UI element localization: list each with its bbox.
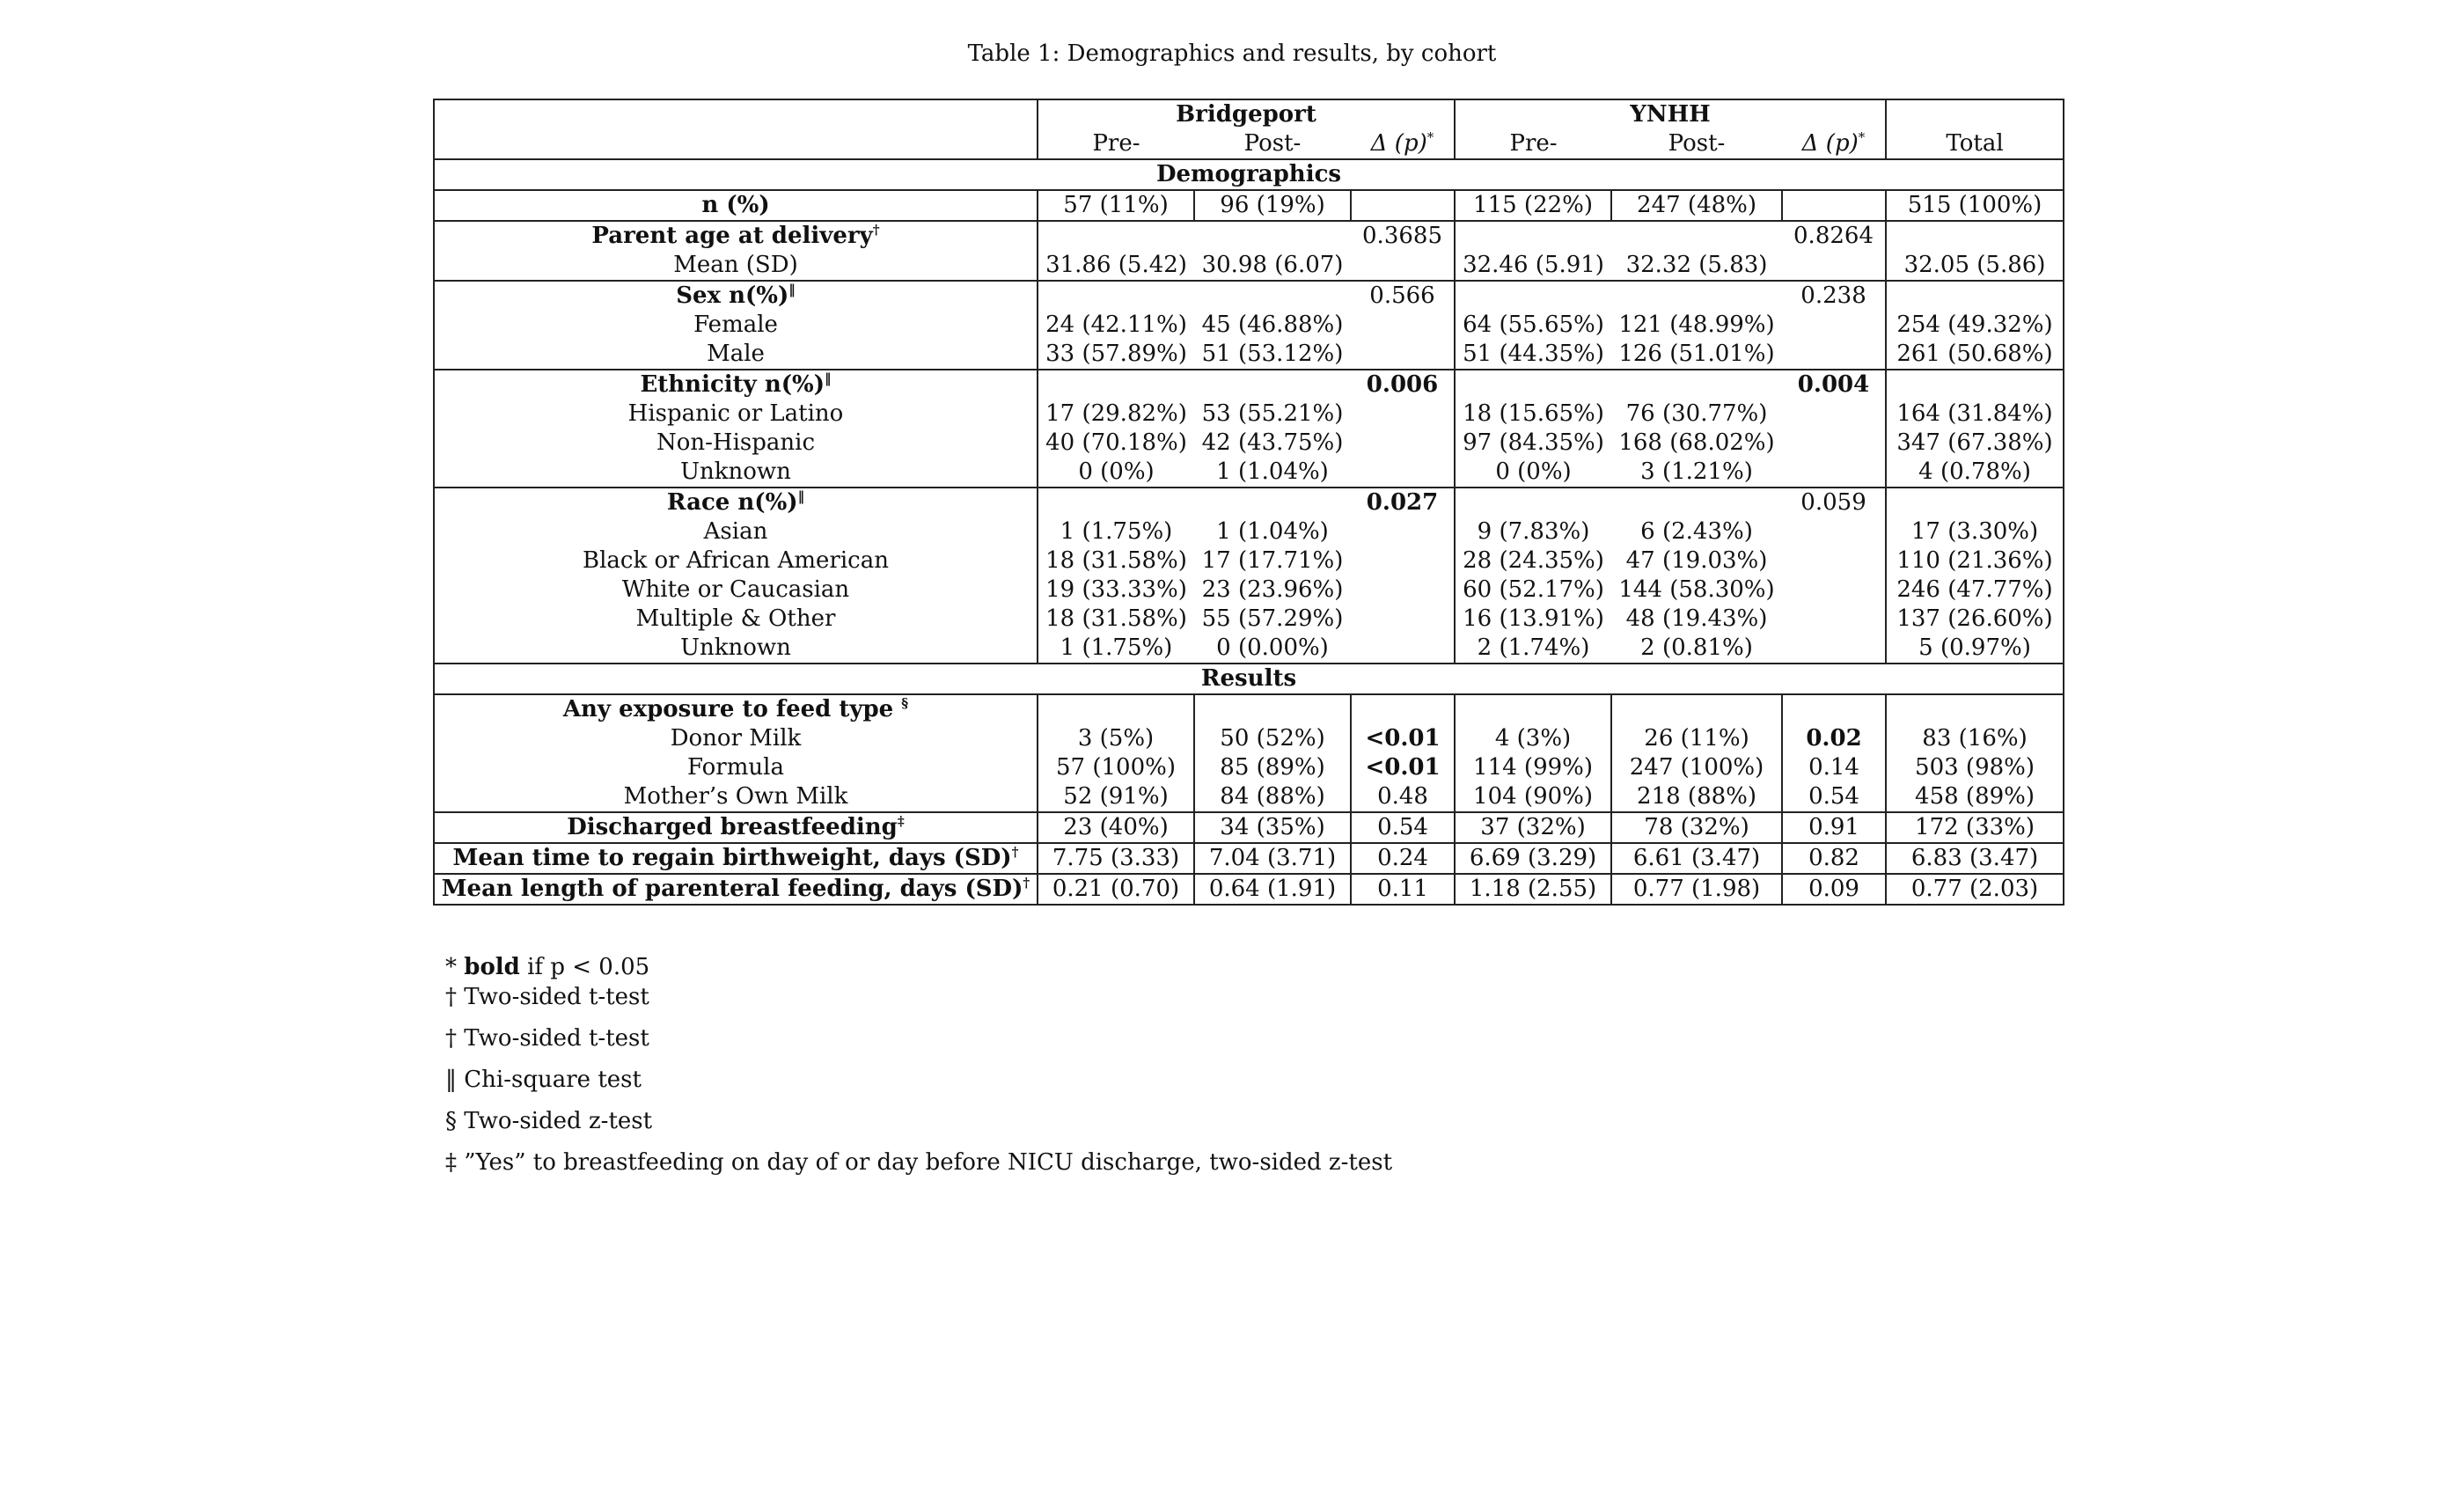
- table-row: Unknown 1 (1.75%) 0 (0.00%) 2 (1.74%) 2 (0.81%) 5 (0.97%): [434, 634, 2064, 664]
- header-row-groups: [434, 99, 2064, 129]
- table-row: n (%) 57 (11%) 96 (19%) 115 (22%) 247 (48%) 515 (100%): [434, 190, 2064, 221]
- header-y-pre: Pre-: [1455, 129, 1611, 159]
- header-y-delta: Δ (p)*: [1782, 129, 1886, 159]
- table-row: Hispanic or Latino 17 (29.82%) 53 (55.21%) 18 (15.65%) 76 (30.77%) 164 (31.84%): [434, 400, 2064, 429]
- table-row: White or Caucasian 19 (33.33%) 23 (23.96%) 60 (52.17%) 144 (58.30%) 246 (47.77%): [434, 576, 2064, 605]
- footnote-t-test-2: † Two-sided t-test: [445, 1025, 649, 1052]
- table-caption: Table 1: Demographics and results, by cohort: [967, 40, 1497, 67]
- table-row: Ethnicity n(%)‖ 0.006 0.004: [434, 370, 2064, 400]
- section-results: Results: [434, 664, 2064, 694]
- demographics-results-table: [433, 99, 2064, 906]
- footnote-z-test: § Two-sided z-test: [445, 1108, 653, 1134]
- table-row: Mean time to regain birthweight, days (SD)† 7.75 (3.33) 7.04 (3.71) 0.24 6.69 (3.29) 6.61 (3.47) 0.82 6.83 (3.47): [434, 843, 2064, 874]
- header-b-delta: Δ (p)*: [1351, 129, 1455, 159]
- header-ynhh: YNHH: [1455, 99, 1886, 129]
- header-total: Total: [1886, 129, 2064, 159]
- table-row: Donor Milk 3 (5%) 50 (52%) <0.01 4 (3%) 26 (11%) 0.02 83 (16%): [434, 724, 2064, 753]
- table-row: Race n(%)‖ 0.027 0.059: [434, 488, 2064, 517]
- footnote-significance: * bold if p < 0.05: [445, 954, 650, 980]
- table-row: Black or African American 18 (31.58%) 17 (17.71%) 28 (24.35%) 47 (19.03%) 110 (21.36%): [434, 546, 2064, 576]
- section-demographics: Demographics: [434, 159, 2064, 190]
- table-row: Mother’s Own Milk 52 (91%) 84 (88%) 0.48 104 (90%) 218 (88%) 0.54 458 (89%): [434, 782, 2064, 812]
- table-row: Mean length of parenteral feeding, days (SD)† 0.21 (0.70) 0.64 (1.91) 0.11 1.18 (2.55) 0.77 (1.98) 0.09 0.77 (2.03): [434, 874, 2064, 905]
- footnote-breastfeeding: ‡ ”Yes” to breastfeeding on day of or day before NICU discharge, two-sided z-test: [445, 1149, 1393, 1176]
- table-row: Formula 57 (100%) 85 (89%) <0.01 114 (99%) 247 (100%) 0.14 503 (98%): [434, 753, 2064, 782]
- table-row: Male 33 (57.89%) 51 (53.12%) 51 (44.35%) 126 (51.01%) 261 (50.68%): [434, 340, 2064, 370]
- table-row: Unknown 0 (0%) 1 (1.04%) 0 (0%) 3 (1.21%) 4 (0.78%): [434, 458, 2064, 488]
- table-row: Parent age at delivery† 0.3685 0.8264: [434, 221, 2064, 251]
- table-row: Discharged breastfeeding‡ 23 (40%) 34 (35%) 0.54 37 (32%) 78 (32%) 0.91 172 (33%): [434, 812, 2064, 843]
- footnotes: [445, 952, 1392, 1177]
- table-row: Mean (SD) 31.86 (5.42) 30.98 (6.07) 32.46 (5.91) 32.32 (5.83) 32.05 (5.86): [434, 251, 2064, 281]
- footnote-t-test: † Two-sided t-test: [445, 984, 649, 1010]
- header-bridgeport: Bridgeport: [1038, 99, 1455, 129]
- header-y-post: Post-: [1611, 129, 1782, 159]
- header-row-columns: [434, 129, 2064, 159]
- table-row: Any exposure to feed type §: [434, 694, 2064, 724]
- table-row: Multiple & Other 18 (31.58%) 55 (57.29%) 16 (13.91%) 48 (19.43%) 137 (26.60%): [434, 605, 2064, 634]
- table-row: Sex n(%)‖ 0.566 0.238: [434, 281, 2064, 311]
- table-row: Female 24 (42.11%) 45 (46.88%) 64 (55.65%) 121 (48.99%) 254 (49.32%): [434, 311, 2064, 340]
- header-b-post: Post-: [1194, 129, 1351, 159]
- table-row: Non-Hispanic 40 (70.18%) 42 (43.75%) 97 (84.35%) 168 (68.02%) 347 (67.38%): [434, 429, 2064, 458]
- header-b-pre: Pre-: [1038, 129, 1194, 159]
- footnote-chi-square: ‖ Chi-square test: [445, 1067, 642, 1093]
- table-row: Asian 1 (1.75%) 1 (1.04%) 9 (7.83%) 6 (2.43%) 17 (3.30%): [434, 517, 2064, 546]
